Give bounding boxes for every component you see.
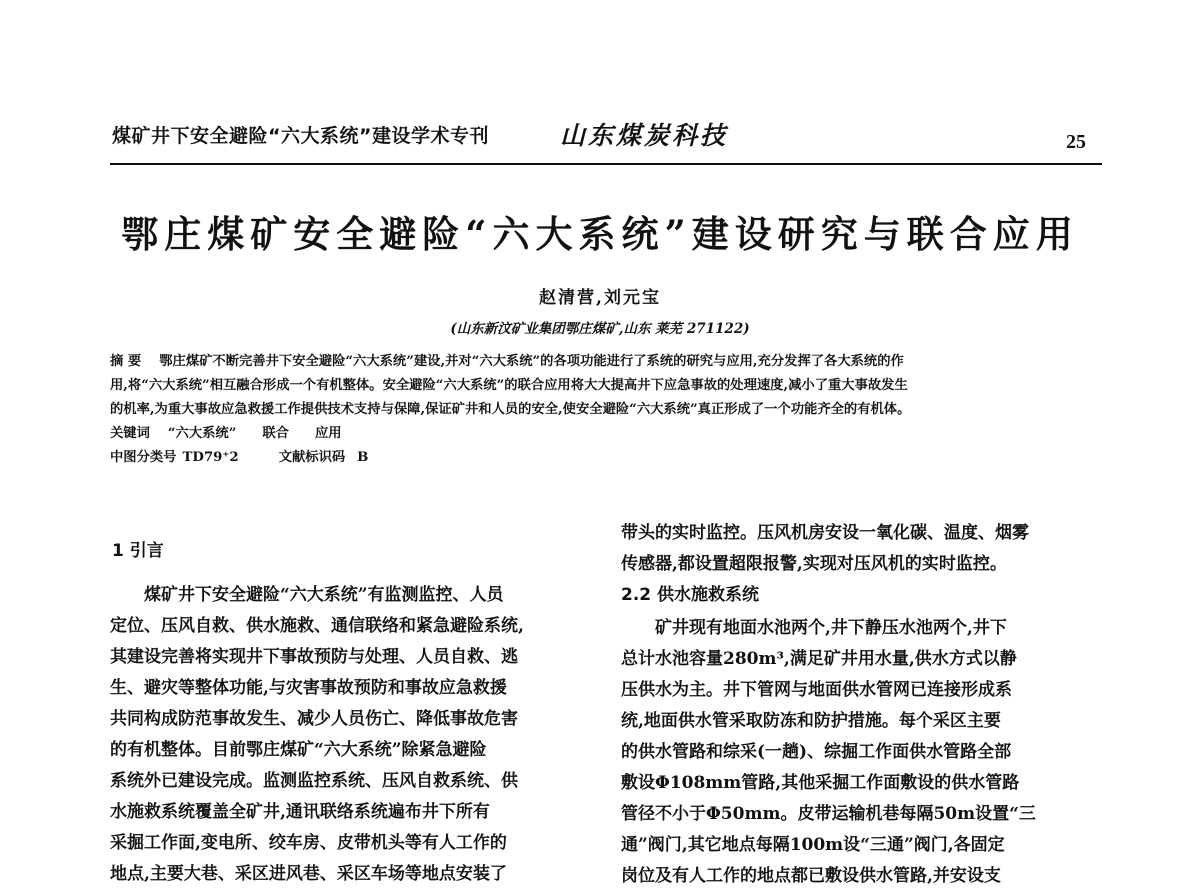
left-column-body: [110, 580, 582, 890]
keyword: 联合: [262, 426, 289, 441]
abstract-label: 摘 要: [110, 354, 142, 369]
paragraph: [621, 518, 1093, 580]
authors: 赵清营,刘元宝: [539, 288, 661, 308]
running-title: 煤矿井下安全避险“六大系统”建设学术专刊: [112, 125, 489, 147]
abstract-text: 鄂庄煤矿不断完善井下安全避险“六大系统”建设,并对“六大系统”的各项功能进行了系统的研究与应用,充分发挥了各大系统的作: [159, 354, 904, 369]
text-line: 带头的实时监控。压风机房安设一氧化碳、温度、烟雾: [621, 523, 1029, 543]
abstract-line: 用,将“六大系统”相互融合形成一个有机整体。安全避险“六大系统”的联合应用将大大提高井下应急事故的处理速度,减小了重大事故发生: [110, 378, 908, 393]
abstract-line: [110, 350, 1102, 374]
text-line: 水施救系统覆盖全矿井,通讯联络系统遍布井下所有: [110, 802, 490, 822]
text-line: 共同构成防范事故发生、减少人员伤亡、降低事故危害: [110, 709, 518, 729]
paper-title: 鄂庄煤矿安全避险“六大系统”建设研究与联合应用: [121, 212, 1079, 256]
text-line: 通”阀门,其它地点每隔100m设“三通”阀门,各固定: [621, 835, 1005, 855]
paragraph: [621, 613, 1093, 892]
text-line: 的供水管路和综采(一趟)、综掘工作面供水管路全部: [621, 742, 1012, 762]
section-heading-water-supply: 2.2 供水施救系统: [621, 585, 760, 605]
text-line: 其建设完善将实现井下事故预防与处理、人员自救、逃: [110, 647, 518, 667]
keywords-label: 关键词: [110, 426, 150, 441]
text-line: 煤矿井下安全避险“六大系统”有监测监控、人员: [110, 585, 504, 605]
text-line: 传感器,都设置超限报警,实现对压风机的实时监控。: [621, 554, 1007, 574]
text-line: 定位、压风自救、供水施救、通信联络和紧急避险系统,: [110, 616, 524, 636]
abstract-line: 的机率,为重大事故应急救援工作提供技术支持与保障,保证矿井和人员的安全,使安全避险“六大系统”真正形成了一个功能齐全的有机体。: [110, 402, 911, 417]
text-line: 采掘工作面,变电所、绞车房、皮带机头等有人工作的: [110, 833, 507, 853]
text-line: 的有机整体。目前鄂庄煤矿“六大系统”除紧急避险: [110, 740, 487, 760]
text-line: 统,地面供水管采取防冻和防护措施。每个采区主要: [621, 711, 1001, 731]
classification-line: [110, 446, 1102, 470]
abstract: [110, 350, 1102, 470]
text-line: 系统外已建设完成。监测监控系统、压风自救系统、供: [110, 771, 518, 791]
text-line: 敷设Φ108mm管路,其他采掘工作面敷设的供水管路: [621, 773, 1020, 793]
right-column-top: [621, 518, 1093, 580]
clc-label: 中图分类号: [110, 450, 177, 465]
text-line: 总计水池容量280m³,满足矿井用水量,供水方式以静: [621, 649, 1017, 669]
journal-name: 山东煤炭科技: [560, 121, 729, 150]
text-line: 岗位及有人工作的地点都已敷设供水管路,并安设支: [621, 866, 1001, 886]
doc-code: B: [357, 450, 369, 465]
text-line: 压供水为主。井下管网与地面供水管网已连接形成系: [621, 680, 1012, 700]
keywords-line: [110, 422, 1102, 446]
keyword: 应用: [314, 426, 342, 441]
section-heading-intro: 1 引言: [112, 541, 164, 561]
right-column-body: [621, 613, 1093, 892]
paragraph: [110, 580, 582, 890]
header-rule: [110, 163, 1102, 165]
text-line: 地点,主要大巷、采区进风巷、采区车场等地点安装了: [110, 864, 507, 884]
text-line: 管径不小于Φ50mm。皮带运输机巷每隔50m设置“三: [621, 804, 1036, 824]
text-line: 矿井现有地面水池两个,井下静压水池两个,井下: [621, 618, 1007, 638]
text-line: 生、避灾等整体功能,与灾害事故预防和事故应急救援: [110, 678, 507, 698]
affiliation: (山东新汶矿业集团鄂庄煤矿,山东 莱芜 271122): [450, 321, 750, 337]
doc-code-label: 文献标识码: [278, 450, 346, 465]
page-number: 25: [1066, 131, 1086, 153]
keyword: “六大系统”: [167, 426, 237, 441]
clc-code: TD79⁺2: [182, 450, 239, 465]
